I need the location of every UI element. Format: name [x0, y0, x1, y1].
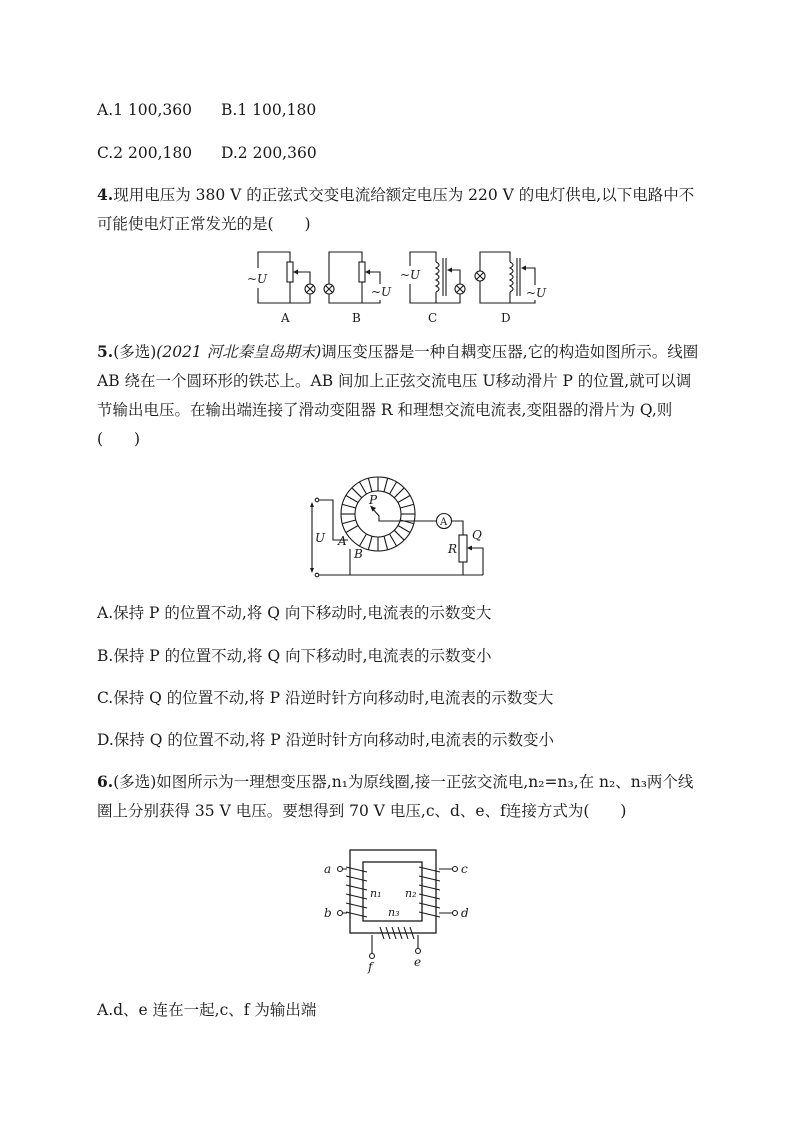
q4-stem-line-1	[97, 184, 694, 206]
q6-tag: (多选)	[113, 773, 157, 791]
q5-text-1: 调压变压器是一种自耦变压器,它的构造如图所示。线圈	[321, 343, 699, 361]
q5-source: (2021 河北秦皇岛期末)	[156, 343, 322, 361]
q5-option-d	[97, 729, 554, 751]
q4-number: 4.	[97, 185, 114, 204]
q6-transformer-figure	[318, 845, 475, 975]
q5-option-b-text: B.保持 P 的位置不动,将 Q 向下移动时,电流表的示数变小	[97, 647, 492, 665]
caption-c: C	[428, 311, 438, 325]
ammeter-label: A	[440, 517, 448, 528]
rheostat	[287, 262, 293, 282]
resistor-label: R	[448, 542, 458, 556]
q6-text-2: 圈上分别获得 35 V 电压。要想得到 70 V 电压,c、d、e、f连接方式为( )	[97, 802, 627, 820]
q6-stem-line-2	[97, 800, 626, 822]
ammeter-icon	[437, 514, 452, 529]
slider-arrow	[521, 266, 526, 271]
q5-autotransformer-figure	[300, 475, 490, 585]
terminal-d[interactable]	[453, 911, 458, 916]
q6-option-a	[97, 999, 316, 1021]
q3-option-row-1	[97, 99, 192, 121]
toroid-winding	[390, 482, 397, 494]
q3-option-c: C.2 200,180	[97, 144, 193, 162]
slider-arrow	[447, 268, 452, 273]
toroid-winding	[360, 534, 367, 546]
q5-option-c	[97, 687, 553, 709]
coil-n1	[346, 867, 367, 917]
toroid-winding	[352, 488, 362, 498]
q4-circuit-figure	[240, 245, 555, 330]
iron-core	[443, 258, 446, 296]
toroid-winding	[394, 488, 404, 498]
circuit-b	[324, 252, 392, 325]
toroid-winding	[346, 496, 358, 503]
toroid-winding	[342, 504, 356, 508]
transformer-coil	[436, 262, 439, 292]
source-label: ~U	[526, 286, 547, 300]
input-terminal	[315, 573, 319, 577]
caption-d: D	[501, 311, 511, 325]
toroid-winding	[384, 478, 388, 492]
slider-p-label: P	[369, 493, 378, 507]
terminal-a-label: A	[338, 534, 347, 548]
q5-stem-line-3	[97, 399, 672, 421]
toroid-winding	[390, 534, 397, 546]
q5-answer-blank: ( )	[97, 430, 141, 448]
rheostat-r	[459, 535, 467, 562]
label-n3: n₃	[388, 906, 400, 919]
q6-option-a-text: A.d、e 连在一起,c、f 为输出端	[97, 1001, 317, 1019]
q5-stem-line-4	[97, 428, 140, 450]
iron-core	[517, 258, 520, 296]
q3-option-row-2b	[221, 142, 317, 164]
terminal-b[interactable]	[338, 911, 343, 916]
toroid-winding	[394, 530, 404, 540]
voltage-label: U	[315, 531, 326, 545]
slider-arrow	[293, 270, 298, 275]
q6-text-1: 如图所示为一理想变压器,n₁为原线圈,接一正弦交流电,n₂=n₃,在 n₂、n₃两个线	[156, 773, 694, 791]
lamp-icon	[455, 284, 465, 294]
label-b: b	[324, 906, 332, 920]
q3-option-b: B.1 100,180	[221, 101, 317, 119]
rheostat	[359, 262, 365, 282]
q3-option-row-1b	[221, 99, 316, 121]
toroidal-core	[341, 477, 415, 551]
lamp-icon	[324, 284, 334, 294]
voltage-arrowhead	[310, 568, 314, 573]
q5-tag: (多选)	[113, 343, 157, 361]
q4-stem-line-2	[97, 213, 311, 235]
q5-option-a-text: A.保持 P 的位置不动,将 Q 向下移动时,电流表的示数变大	[97, 604, 492, 622]
q4-text-1: 现用电压为 380 V 的正弦式交变电流给额定电压为 220 V 的电灯供电,以下电路中不	[113, 186, 695, 204]
slider-q-label: Q	[472, 528, 482, 542]
toroid-winding	[384, 536, 388, 550]
q4-text-2: 可能使电灯正常发光的是( )	[97, 215, 311, 233]
toroid-winding	[400, 504, 414, 508]
terminal-e[interactable]	[416, 949, 421, 954]
q5-option-a	[97, 602, 491, 624]
transformer-coil	[510, 262, 513, 292]
slider-q-arrowhead	[467, 546, 472, 551]
q3-option-row-2	[97, 142, 192, 164]
lamp-icon	[305, 284, 315, 294]
source-label: ~U	[247, 272, 268, 286]
q5-stem-line-2	[97, 370, 691, 392]
q6-stem-line-1	[97, 771, 693, 793]
q5-stem-line-1	[97, 341, 698, 363]
circuit-c	[400, 252, 465, 325]
terminal-c[interactable]	[453, 867, 458, 872]
toroid-winding	[368, 478, 372, 492]
label-a: a	[324, 862, 332, 876]
toroid-winding	[346, 526, 358, 533]
terminal-b-label: B	[354, 547, 363, 561]
q3-option-a: A.1 100,360	[97, 101, 193, 119]
source-label: ~U	[400, 268, 421, 282]
toroid-inner-ring	[355, 491, 401, 537]
q5-option-b	[97, 645, 492, 667]
circuit-d	[475, 252, 547, 325]
label-n1: n₁	[370, 887, 382, 900]
toroid-winding	[342, 520, 356, 524]
label-n2: n₂	[405, 887, 417, 900]
toroid-winding	[398, 496, 410, 503]
toroid-winding	[360, 482, 367, 494]
toroid-winding	[368, 536, 372, 550]
caption-a: A	[281, 311, 290, 325]
label-e: e	[414, 955, 422, 969]
caption-b: B	[352, 311, 361, 325]
terminal-a[interactable]	[338, 867, 343, 872]
q6-number: 6.	[97, 772, 114, 791]
terminal-f[interactable]	[370, 954, 375, 959]
q5-option-c-text: C.保持 Q 的位置不动,将 P 沿逆时针方向移动时,电流表的示数变大	[97, 689, 554, 707]
q3-option-d: D.2 200,360	[221, 144, 317, 162]
input-terminal	[315, 498, 319, 502]
q5-text-3: 节输出电压。在输出端连接了滑动变阻器 R 和理想交流电流表,变阻器的滑片为 Q,则	[97, 401, 673, 419]
slider-arrow	[365, 270, 370, 275]
toroid-winding	[398, 526, 410, 533]
q5-option-d-text: D.保持 Q 的位置不动,将 P 沿逆时针方向移动时,电流表的示数变小	[97, 731, 555, 749]
voltage-arrowhead	[310, 502, 314, 507]
label-c: c	[461, 862, 468, 876]
q5-text-2: AB 绕在一个圆环形的铁芯上。AB 间加上正弦交流电压 U移动滑片 P 的位置,就可以调	[97, 372, 692, 390]
q5-number: 5.	[97, 342, 114, 361]
label-d: d	[461, 906, 469, 920]
label-f: f	[368, 960, 373, 974]
source-label: ~U	[371, 285, 392, 299]
lamp-icon	[475, 271, 485, 281]
circuit-a	[247, 252, 315, 325]
